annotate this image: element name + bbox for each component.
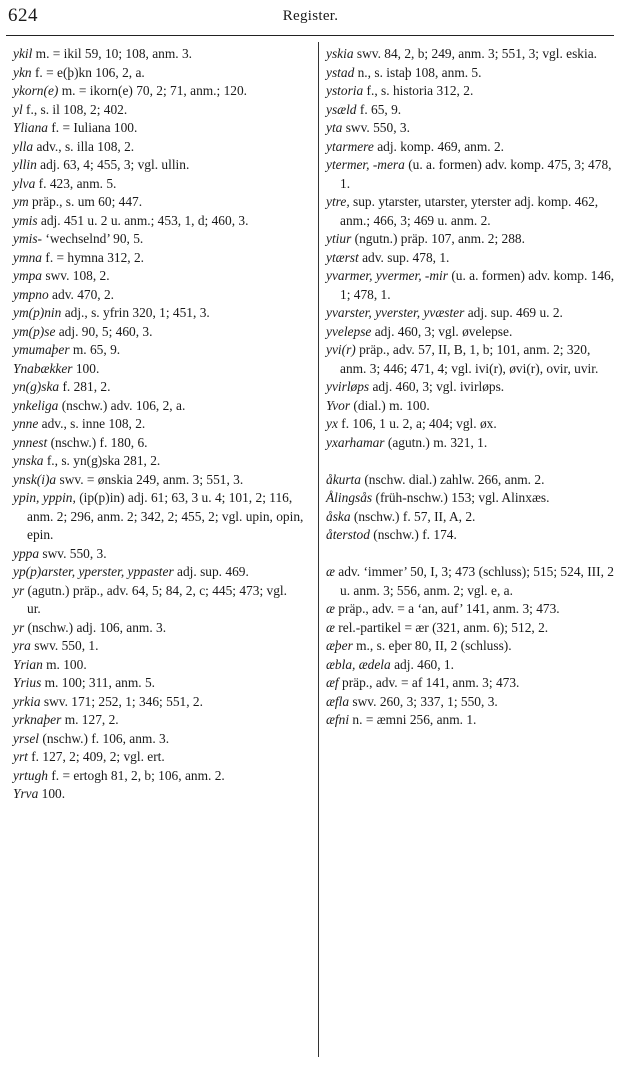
index-entry [13, 64, 304, 83]
entry-headword: yl [13, 101, 23, 117]
index-entry [326, 434, 615, 453]
index-entry [326, 323, 615, 342]
entry-headword: ykorn(e) [13, 83, 59, 98]
entry-headword: yllin [13, 157, 37, 172]
index-entry [13, 730, 304, 749]
index-entry [326, 267, 615, 304]
entry-references: adj., s. yfrin 320, 1; 451, 3. [61, 305, 210, 320]
entry-references: swv. 84, 2, b; 249, anm. 3; 551, 3; vgl. eskia. [353, 46, 598, 61]
index-entry [13, 82, 304, 101]
header-rule [6, 35, 614, 36]
entry-headword: yvarster, yverster, yvæster [326, 305, 465, 320]
index-entry [13, 471, 304, 490]
entry-references: f. 281, 2. [59, 379, 111, 394]
entry-headword: yr [13, 582, 25, 598]
entry-references: adj. sup. 469. [173, 564, 249, 579]
index-entry [326, 193, 615, 230]
entry-headword: ynska [13, 453, 44, 468]
entry-headword: yra [13, 638, 31, 653]
index-entry [326, 397, 615, 416]
entry-references: präp., s. um 60; 447. [28, 194, 143, 209]
entry-references: n. = æmni 256, anm. 1. [349, 712, 477, 727]
entry-headword: æþer [326, 638, 353, 653]
entry-headword: æf [326, 675, 339, 690]
index-entry [13, 378, 304, 397]
entry-headword: æfni [326, 712, 350, 727]
index-entry [13, 249, 304, 268]
right-column [326, 45, 615, 730]
index-entry [13, 267, 304, 286]
entry-references: präp., adv. = af 141, anm. 3; 473. [338, 675, 520, 690]
entry-references: f. 423, anm. 5. [35, 175, 117, 191]
entry-references: adj. 460, 1. [390, 656, 454, 672]
entry-references: m. = ikorn(e) 70, 2; 71, anm.; 120. [58, 83, 248, 98]
entry-references: (u. a. formen) adv. komp. 475, 3; 478, 1. [340, 157, 612, 191]
entry-references: adv., s. illa 108, 2. [33, 138, 135, 154]
entry-headword: yx [326, 416, 338, 431]
entry-references: adj. 90, 5; 460, 3. [55, 323, 153, 339]
entry-headword: ytre, [326, 194, 350, 209]
entry-references: adv. ‘immer’ 50, I, 3; 473 (schluss); 515; 524, III, 2 u. anm. 3; 556, anm. 2; vgl. e, a. [334, 564, 614, 598]
left-column [13, 45, 304, 804]
entry-references: (agutn.) präp., adv. 64, 5; 84, 2, c; 445; 473; vgl. ur. [24, 582, 287, 616]
entry-references: swv. 171; 252, 1; 346; 551, 2. [40, 693, 203, 709]
index-entry [326, 711, 615, 730]
index-entry [13, 304, 304, 323]
entry-references: rel.-partikel = ær (321, anm. 6); 512, 2. [334, 619, 549, 635]
entry-headword: Ynabækker [13, 360, 73, 376]
entry-headword: ytarmere [326, 138, 374, 154]
entry-headword: ymis- [13, 231, 43, 246]
index-entry [13, 212, 304, 231]
entry-headword: återstod [326, 527, 370, 542]
entry-references: (nschw.) f. 106, anm. 3. [39, 730, 170, 746]
entry-references: f., s. yn(g)ska 281, 2. [43, 453, 161, 468]
index-entry [13, 711, 304, 730]
index-entry [13, 434, 304, 453]
index-entry [13, 582, 304, 619]
index-entry [13, 489, 304, 545]
index-entry [326, 674, 615, 693]
index-entry [13, 175, 304, 194]
entry-headword: Yrius [13, 675, 42, 690]
entry-headword: ykil [13, 46, 33, 61]
entry-references: (nschw.) f. 174. [369, 527, 457, 542]
entry-headword: æbla, ædela [326, 656, 391, 672]
entry-headword: ystoria [326, 83, 364, 98]
index-entry [326, 489, 615, 508]
entry-references: f. 127, 2; 409, 2; vgl. ert. [27, 749, 165, 764]
entry-references: f. = hymna 312, 2. [42, 249, 145, 265]
entry-references: m. 100; 311, anm. 5. [41, 675, 155, 690]
index-entry [13, 341, 304, 360]
entry-references: (nschw. dial.) zahlw. 266, anm. 2. [360, 471, 545, 487]
entry-references: m. 65, 9. [69, 342, 121, 357]
index-entry [13, 545, 304, 564]
running-title: Register. [282, 8, 339, 24]
entry-references: m. 127, 2. [61, 712, 119, 727]
entry-references: (agutn.) m. 321, 1. [384, 434, 488, 450]
index-entry [13, 748, 304, 767]
index-entry [326, 82, 615, 101]
entry-references: (dial.) m. 100. [350, 397, 430, 413]
entry-references: (nschw.) adj. 106, anm. 3. [24, 619, 167, 635]
entry-headword: yxarhamar [326, 434, 385, 450]
index-entry [326, 249, 615, 268]
entry-headword: yppa [13, 545, 40, 561]
index-entry [326, 378, 615, 397]
entry-headword: Yrian [13, 656, 43, 672]
entry-headword: yvelepse [326, 323, 372, 339]
page-number: 624 [8, 5, 38, 26]
entry-headword: ysæld [326, 101, 357, 117]
entry-references: f. 65, 9. [356, 101, 402, 117]
index-entry [13, 693, 304, 712]
index-entry [326, 600, 615, 619]
entry-headword: ykn [13, 64, 32, 80]
index-entry [13, 230, 304, 249]
entry-references: f., s. historia 312, 2. [363, 83, 474, 98]
entry-headword: ytærst [326, 249, 359, 265]
index-entry [13, 323, 304, 342]
entry-headword: Yrva [13, 786, 39, 801]
index-entry [13, 138, 304, 157]
index-entry [13, 286, 304, 305]
entry-references: f. = ertogh 81, 2, b; 106, anm. 2. [47, 767, 225, 783]
index-entry [326, 45, 615, 64]
entry-headword: ytiur [326, 231, 352, 246]
entry-headword: ym(p)se [13, 323, 56, 339]
index-entry [13, 415, 304, 434]
entry-references: präp., adv. 57, II, B, 1, b; 101, anm. 2; 320, anm. 3; 446; 471, 4; vgl. ivi(r), øvi(r), ovir, uvir. [340, 342, 599, 376]
entry-headword: ymna [13, 249, 43, 265]
entry-headword: yvarmer, yvermer, -mir [326, 268, 448, 283]
entry-references: (früh-nschw.) 153; vgl. Alinxæs. [372, 490, 550, 505]
entry-references: swv. = ønskia 249, anm. 3; 551, 3. [56, 471, 244, 487]
index-entry [13, 637, 304, 656]
index-entry [13, 452, 304, 471]
index-entry [326, 138, 615, 157]
entry-references: (nschw.) f. 180, 6. [47, 434, 148, 450]
entry-references: swv. 550, 3. [39, 545, 107, 561]
index-entry [13, 156, 304, 175]
entry-references: adj. komp. 469, anm. 2. [373, 138, 505, 154]
entry-references: (nschw.) f. 57, II, A, 2. [350, 508, 476, 524]
index-entry [326, 656, 615, 675]
entry-headword: ystad [326, 64, 355, 80]
entry-headword: Yvor [326, 397, 351, 413]
entry-references: n., s. istaþ 108, anm. 5. [354, 64, 482, 80]
entry-references: adv. 470, 2. [48, 286, 115, 302]
entry-references: präp., adv. = a ‘an, auf’ 141, anm. 3; 473. [334, 601, 560, 616]
index-entry [13, 674, 304, 693]
index-entry [326, 101, 615, 120]
entry-references: (ngutn.) präp. 107, anm. 2; 288. [351, 231, 525, 246]
entry-headword: yvi(r) [326, 342, 356, 357]
index-entry [326, 64, 615, 83]
entry-references: f. = e(þ)kn 106, 2, a. [31, 64, 145, 80]
entry-headword: yp(p)arster, yperster, yppaster [13, 564, 174, 579]
index-entry [13, 397, 304, 416]
entry-headword: ylva [13, 175, 36, 191]
entry-references: adj. 460, 3; vgl. ivirløps. [369, 379, 505, 394]
index-entry [13, 45, 304, 64]
index-entry [326, 693, 615, 712]
column-divider [318, 42, 319, 1057]
entry-references: (u. a. formen) adv. komp. 146, 1; 478, 1. [340, 268, 615, 302]
entry-references: adj. 63, 4; 455, 3; vgl. ullin. [36, 157, 190, 172]
entry-references: m. = ikil 59, 10; 108, anm. 3. [32, 46, 193, 61]
entry-references: sup. ytarster, utarster, yterster adj. komp. 462, anm.; 466, 3; 469 u. anm. 2. [340, 194, 599, 228]
entry-headword: yr [13, 619, 25, 635]
entry-headword: ytermer, -mera [326, 157, 405, 172]
index-entry [326, 563, 615, 600]
entry-headword: ymumaþer [13, 342, 70, 357]
entry-headword: ynsk(i)a [13, 471, 57, 487]
entry-references: m., s. eþer 80, II, 2 (schluss). [352, 638, 512, 653]
entry-headword: æfla [326, 693, 350, 709]
entry-headword: æ [326, 619, 335, 635]
entry-headword: ymis [13, 212, 38, 228]
index-entry [326, 119, 615, 138]
index-entry [326, 341, 615, 378]
index-entry [326, 415, 615, 434]
entry-headword: yrsel [13, 730, 40, 746]
entry-references: adv., s. inne 108, 2. [38, 416, 146, 431]
entry-references: swv. 550, 1. [30, 638, 99, 653]
index-entry [326, 637, 615, 656]
entry-references: 100. [72, 360, 100, 376]
page-header [0, 0, 621, 36]
entry-headword: yrt [13, 749, 28, 764]
entry-headword: Ålingsås [326, 490, 373, 505]
index-entry [326, 471, 615, 490]
index-entry [326, 304, 615, 323]
entry-headword: Yliana [13, 120, 48, 135]
entry-headword: åkurta [326, 471, 361, 487]
entry-references: swv. 550, 3. [342, 120, 410, 135]
entry-references: f., s. il 108, 2; 402. [22, 101, 128, 117]
entry-references: f. = Iuliana 100. [47, 120, 138, 135]
entry-references: (nschw.) adv. 106, 2, a. [58, 397, 186, 413]
index-entry [13, 360, 304, 379]
entry-headword: yta [326, 120, 343, 135]
index-entry [13, 563, 304, 582]
entry-references: ‘wechselnd’ 90, 5. [42, 231, 144, 246]
entry-headword: ynkeliga [13, 397, 59, 413]
entry-headword: yrtugh [13, 767, 48, 783]
index-entry [13, 656, 304, 675]
entry-headword: åska [326, 508, 351, 524]
index-entry [13, 785, 304, 804]
entry-references: m. 100. [42, 656, 87, 672]
index-entry [326, 526, 615, 545]
entry-references: adj. 460, 3; vgl. øvelepse. [371, 323, 513, 339]
entry-headword: ynne [13, 416, 39, 431]
entry-references: adj. 451 u. 2 u. anm.; 453, 1, d; 460, 3. [37, 212, 249, 228]
index-entry [13, 767, 304, 786]
entry-headword: yrknaþer [13, 712, 62, 727]
entry-headword: æ [326, 564, 335, 579]
index-entry [326, 508, 615, 527]
entry-references: f. 106, 1 u. 2, a; 404; vgl. øx. [337, 416, 497, 431]
entry-headword: yn(g)ska [13, 379, 60, 394]
entry-headword: ympno [13, 286, 49, 302]
index-entry [13, 619, 304, 638]
index-entry [13, 119, 304, 138]
entry-headword: ypin, yppin, [13, 490, 76, 505]
entry-references: adj. sup. 469 u. 2. [464, 305, 563, 320]
entry-references: swv. 108, 2. [42, 268, 110, 283]
entry-headword: yvirløps [326, 379, 370, 394]
entry-headword: ynnest [13, 434, 48, 450]
entry-headword: æ [326, 601, 335, 616]
index-entry [326, 230, 615, 249]
entry-headword: ym [13, 194, 29, 209]
index-entry [326, 156, 615, 193]
index-entry [326, 619, 615, 638]
entry-headword: ympa [13, 268, 43, 283]
entry-references: swv. 260, 3; 337, 1; 550, 3. [349, 693, 498, 709]
index-entry [13, 193, 304, 212]
entry-references: (ip(p)in) adj. 61; 63, 3 u. 4; 101, 2; 116, anm. 2; 296, anm. 2; 342, 2; 455, 2; vgl. upin, opin, epin. [27, 490, 304, 542]
entry-headword: yrkia [13, 693, 41, 709]
index-entry [13, 101, 304, 120]
entry-headword: yskia [326, 46, 354, 61]
entry-headword: ylla [13, 138, 34, 154]
entry-references: 100. [38, 786, 66, 801]
entry-references: adv. sup. 478, 1. [358, 249, 450, 265]
entry-headword: ym(p)nin [13, 305, 62, 320]
